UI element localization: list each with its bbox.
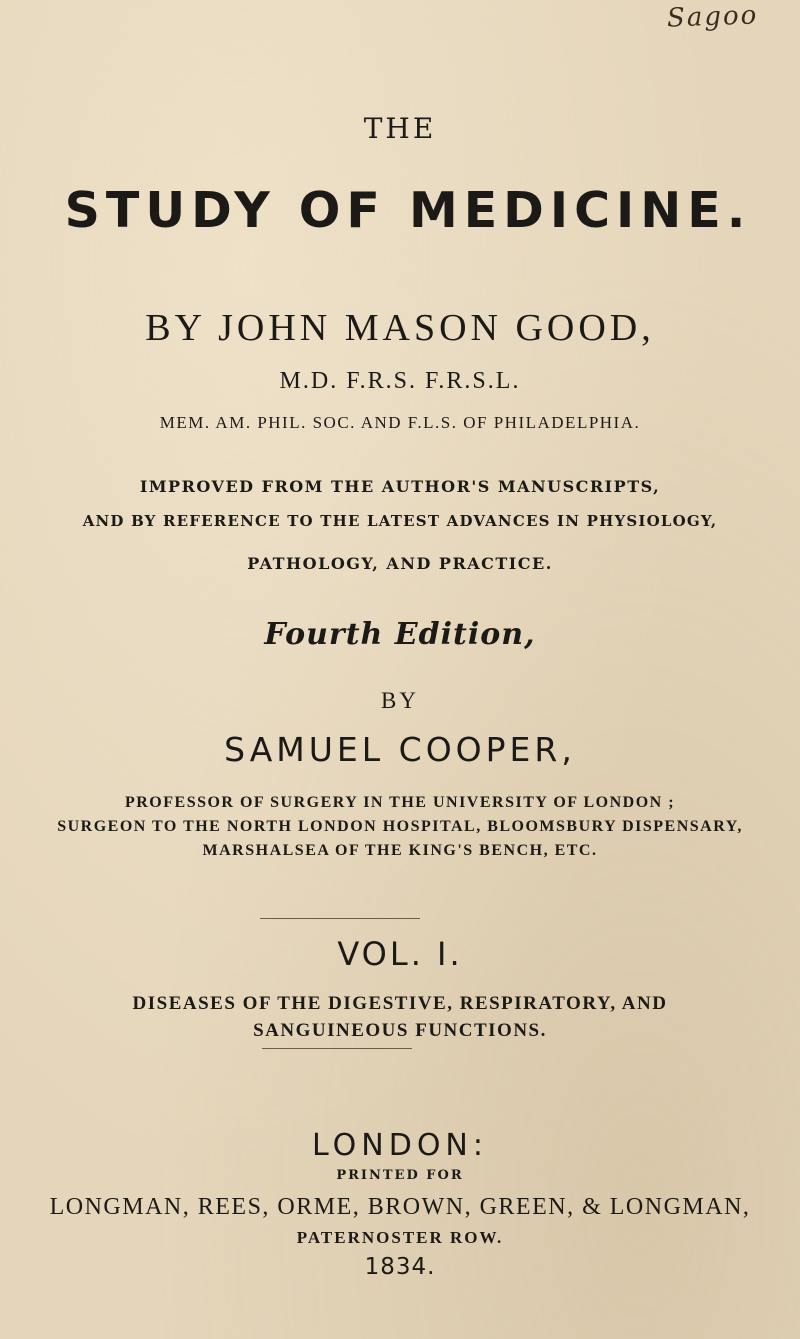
edition-statement: Fourth Edition, xyxy=(264,617,536,652)
book-title: STUDY OF MEDICINE. xyxy=(64,182,752,239)
editor-credential: SURGEON TO THE NORTH LONDON HOSPITAL, BLOOMSBURY DISPENSARY, xyxy=(57,818,743,835)
editor-name: SAMUEL COOPER, xyxy=(224,730,576,769)
volume-number: VOL. I. xyxy=(337,935,463,973)
author-degrees: M.D. F.R.S. F.R.S.L. xyxy=(279,368,521,394)
author-memberships: MEM. AM. PHIL. SOC. AND F.L.S. OF PHILADELPHIA. xyxy=(159,413,641,432)
imprint-city: LONDON: xyxy=(312,1128,488,1163)
volume-subject: SANGUINEOUS FUNCTIONS. xyxy=(253,1020,547,1041)
divider-rule xyxy=(262,1048,412,1049)
author-line: BY JOHN MASON GOOD, xyxy=(145,307,655,349)
volume-subject: DISEASES OF THE DIGESTIVE, RESPIRATORY, AND xyxy=(132,993,668,1014)
improved-line: IMPROVED FROM THE AUTHOR'S MANUSCRIPTS, xyxy=(139,477,661,496)
publication-year: 1834. xyxy=(364,1254,436,1280)
title-article: THE xyxy=(363,112,437,145)
reference-line: AND BY REFERENCE TO THE LATEST ADVANCES IN PHYSIOLOGY, xyxy=(82,512,718,530)
printed-for-label: PRINTED FOR xyxy=(336,1168,464,1183)
divider-rule xyxy=(260,918,420,919)
handwritten-shelfmark: Sagoo xyxy=(666,0,759,34)
editor-credential: PROFESSOR OF SURGERY IN THE UNIVERSITY OF LONDON ; xyxy=(124,794,676,811)
editor-credential: MARSHALSEA OF THE KING'S BENCH, ETC. xyxy=(202,842,598,859)
pathology-line: PATHOLOGY, AND PRACTICE. xyxy=(247,554,553,573)
publisher-address: PATERNOSTER ROW. xyxy=(296,1228,504,1247)
by-label: BY xyxy=(381,688,419,713)
publishers: LONGMAN, REES, ORME, BROWN, GREEN, & LONGMAN, xyxy=(49,1194,751,1220)
